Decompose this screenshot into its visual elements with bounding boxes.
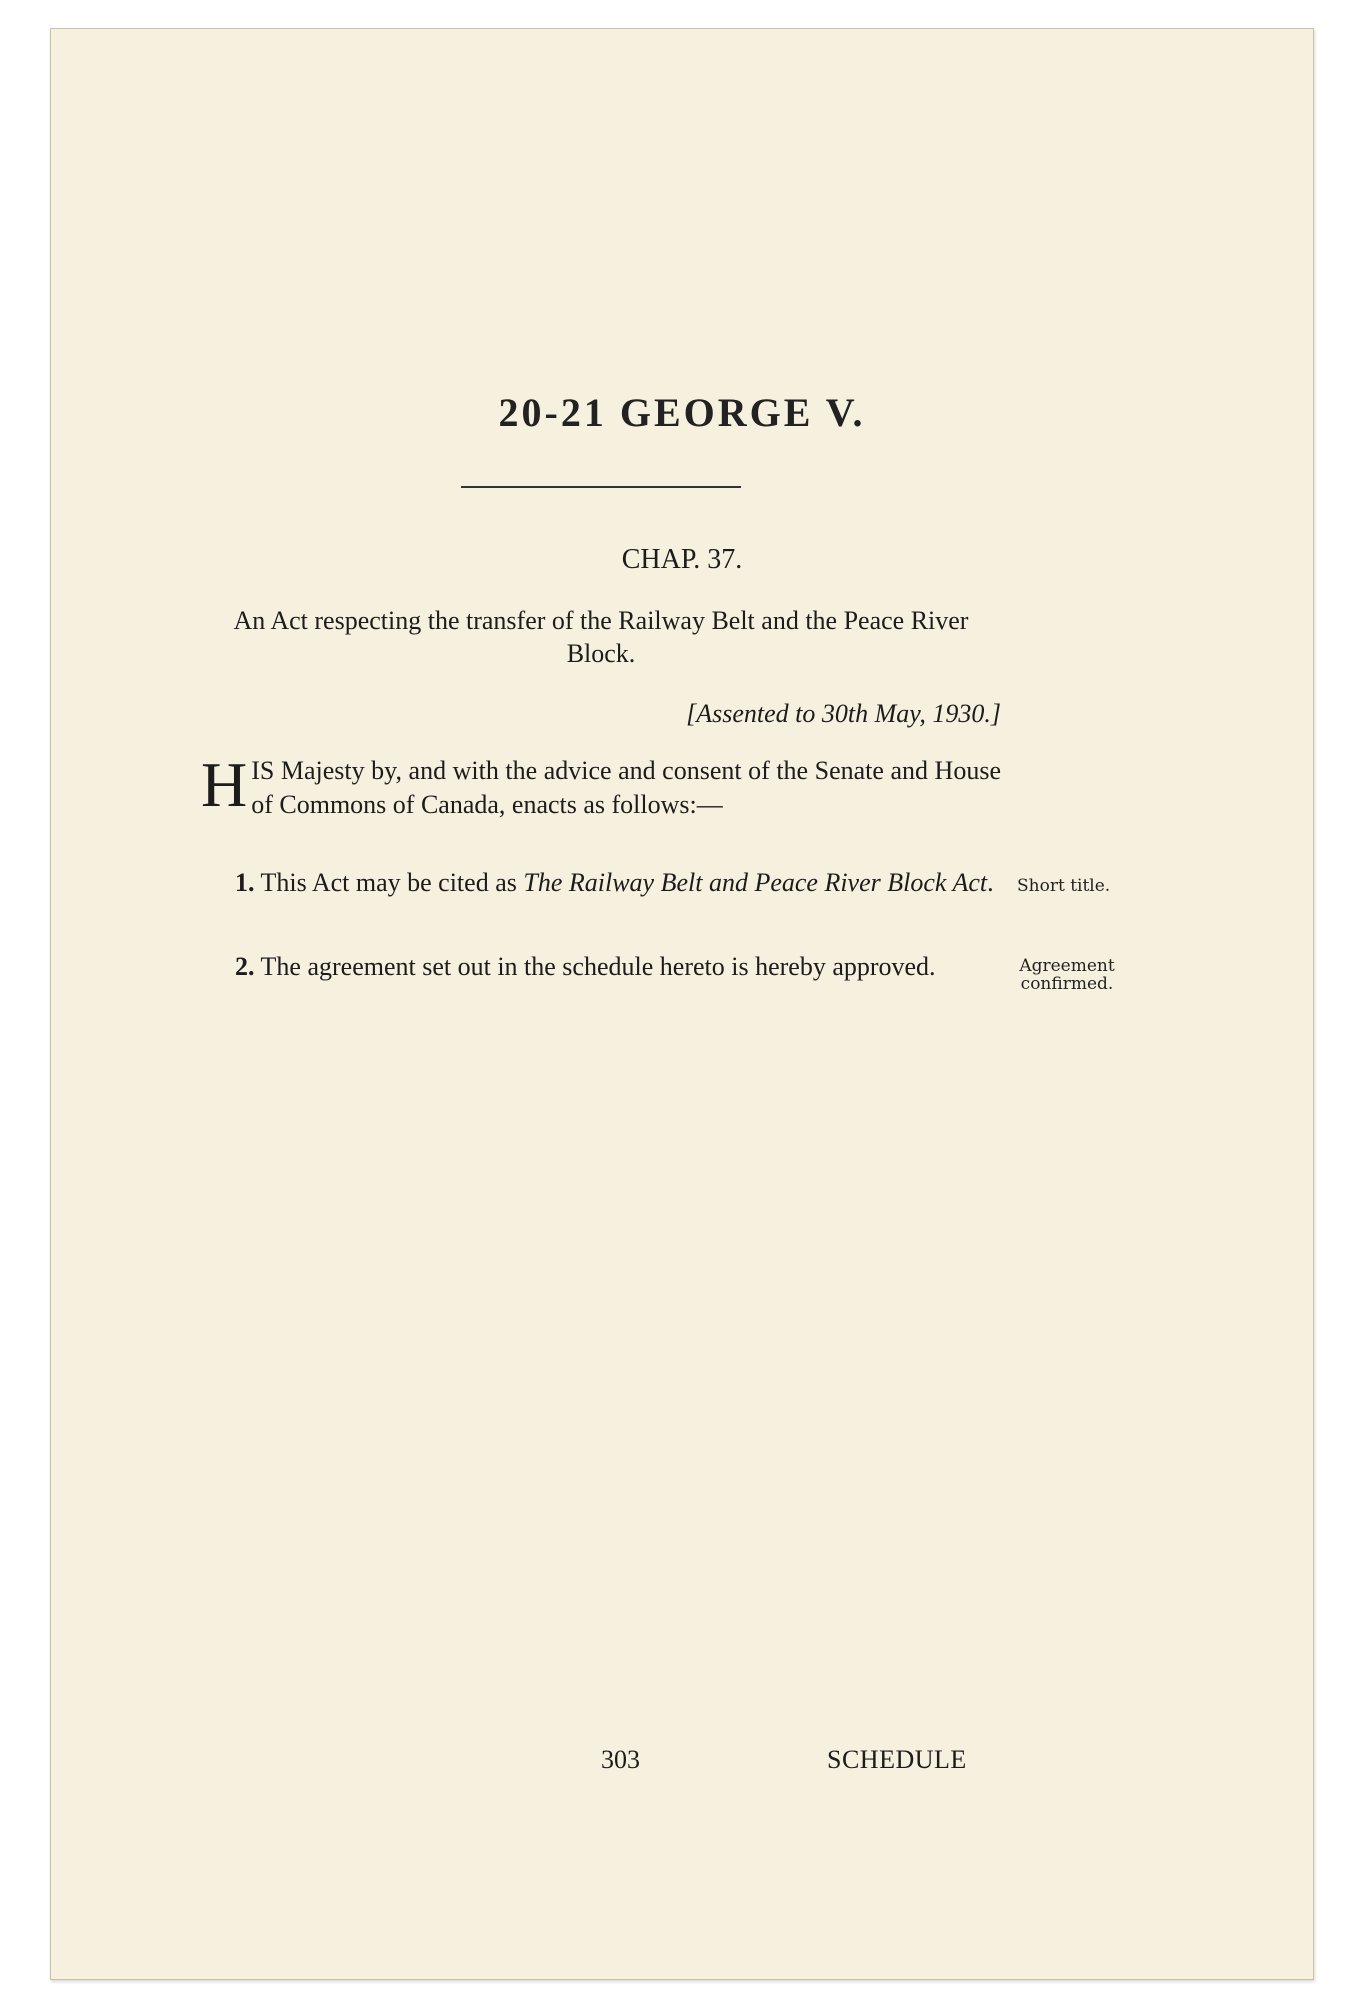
assent-text: [Assented to 30th May, 1930.] [686,699,1001,728]
title-divider [461,486,741,488]
margin-note-short-title: Short title. [1017,876,1111,896]
section-text: This Act may be cited as [260,868,524,897]
drop-cap: H [201,749,248,820]
document-page [50,28,1314,1980]
enacting-clause [201,749,1001,822]
enacting-clause-text: IS Majesty by, and with the advice and consent of the Senate and House of Commons of Canada, enacts as follows:— [251,756,1001,819]
act-title: An Act respecting the transfer of the Railway Belt and the Peace River Block. [233,606,969,668]
assent-date [201,699,1001,729]
chapter-heading: CHAP. 37. [621,544,743,575]
section-number: 2. [235,952,255,981]
section-text-end: . [987,868,994,897]
section-1 [201,867,1001,899]
catchword: SCHEDULE [827,1745,967,1774]
section-text: The agreement set out in the schedule hereto is hereby approved. [260,952,936,981]
page-number: 303 [601,1745,640,1774]
margin-note-agreement: Agreement confirmed. [1019,956,1115,994]
section-number: 1. [235,868,255,897]
regnal-title: 20-21 GEORGE V. [498,390,866,435]
short-title-italic: The Railway Belt and Peace River Block Act [523,868,988,897]
section-2 [201,951,1001,983]
